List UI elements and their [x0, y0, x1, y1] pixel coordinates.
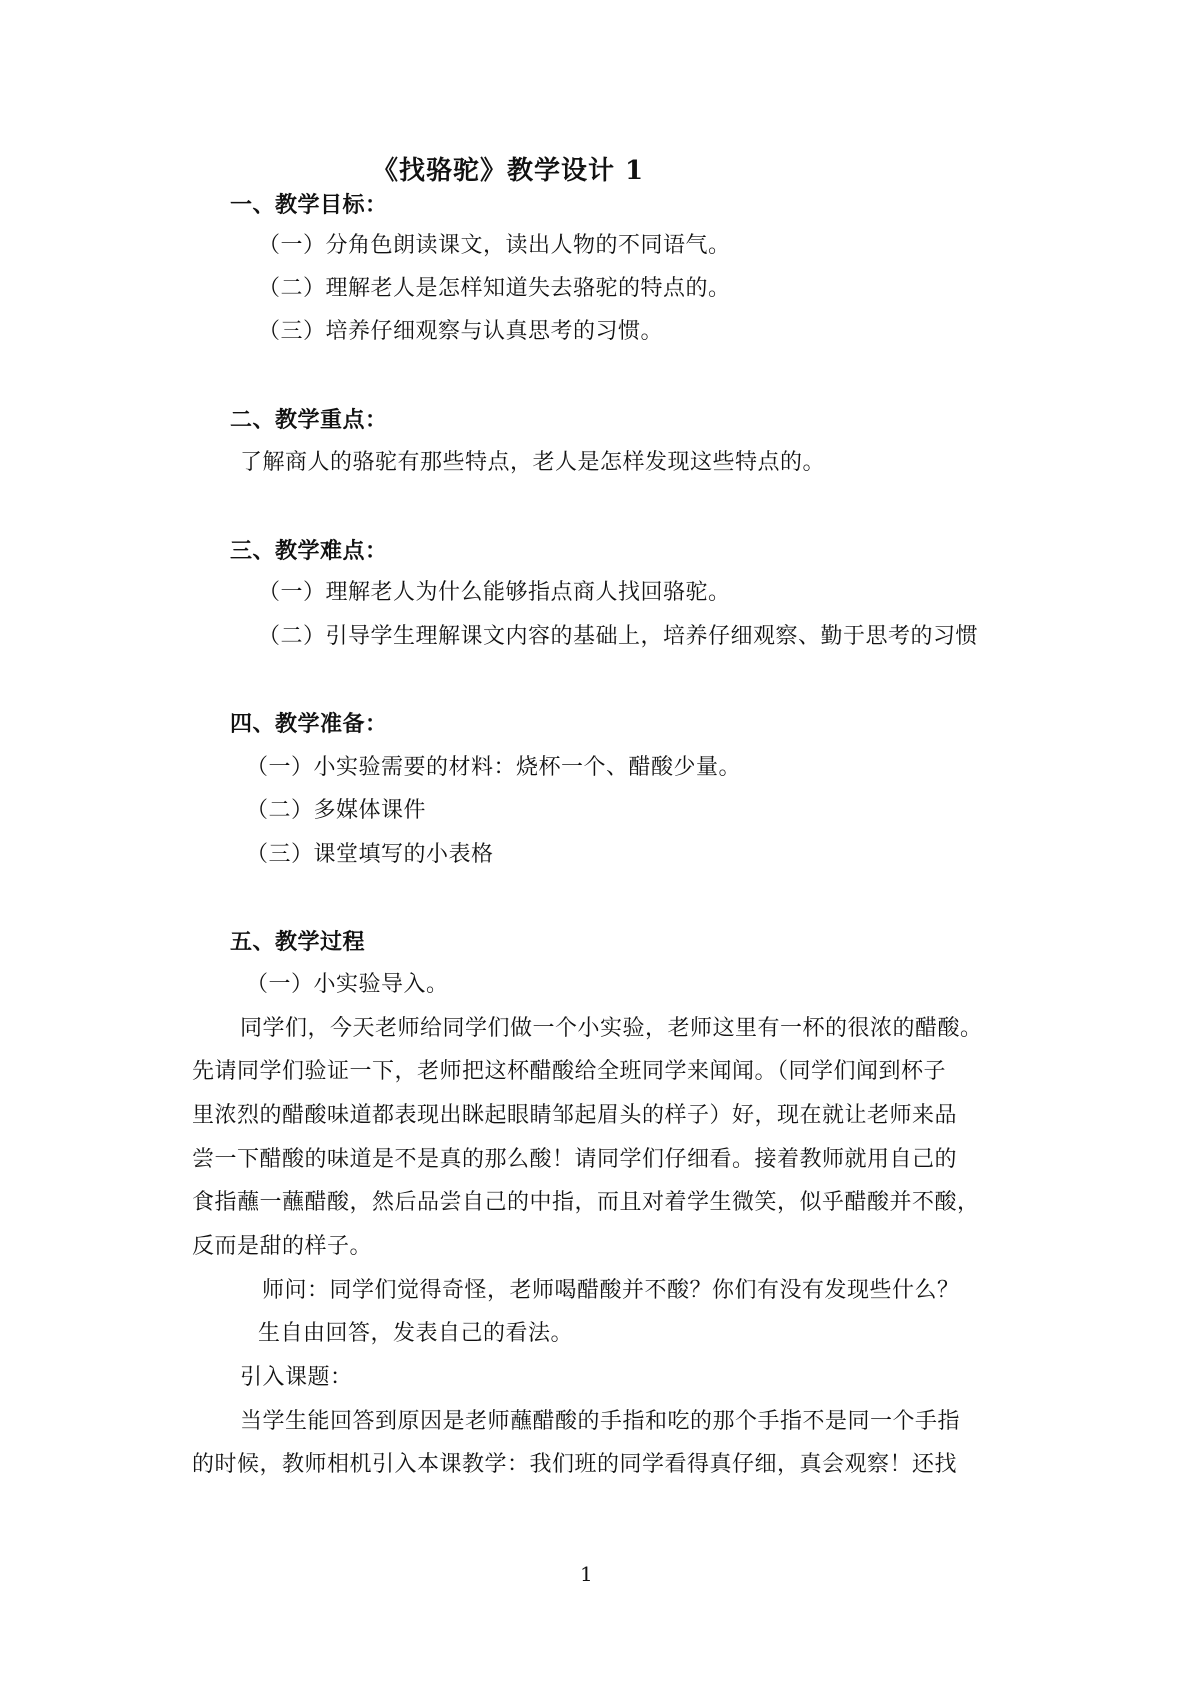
process-paragraph-line: 先请同学们验证一下，老师把这杯醋酸给全班同学来闻闻。（同学们闻到杯子	[192, 1059, 947, 1084]
page-number: 1	[580, 1562, 593, 1586]
preparation-item: （一）小实验需要的材料：烧杯一个、醋酸少量。	[246, 755, 742, 780]
process-paragraph-line: 里浓烈的醋酸味道都表现出眯起眼睛邹起眉头的样子）好，现在就让老师来品	[192, 1103, 958, 1128]
process-paragraph-line: 反而是甜的样子。	[192, 1234, 373, 1259]
teacher-question: 师问：同学们觉得奇怪，老师喝醋酸并不酸？你们有没有发现些什么？	[262, 1278, 960, 1303]
objective-item: （一）分角色朗读课文，读出人物的不同语气。	[258, 233, 731, 258]
objective-item: （三）培养仔细观察与认真思考的习惯。	[258, 319, 664, 344]
difficulty-item: （二）引导学生理解课文内容的基础上，培养仔细观察、勤于思考的习惯	[258, 624, 979, 649]
section-heading-preparation: 四、教学准备：	[230, 711, 388, 737]
process-subheading: （一）小实验导入。	[246, 972, 449, 997]
section-heading-difficulties: 三、教学难点：	[230, 538, 388, 564]
document-title: 《找骆驼》教学设计 1	[372, 156, 645, 186]
key-points-text: 了解商人的骆驼有那些特点，老人是怎样发现这些特点的。	[240, 450, 826, 475]
preparation-item: （二）多媒体课件	[246, 798, 427, 823]
process-paragraph-line: 尝一下醋酸的味道是不是真的那么酸！请同学们仔细看。接着教师就用自己的	[192, 1147, 958, 1172]
process-paragraph-line: 同学们，今天老师给同学们做一个小实验，老师这里有一杯的很浓的醋酸。	[240, 1016, 983, 1041]
difficulty-item: （一）理解老人为什么能够指点商人找回骆驼。	[258, 580, 731, 605]
section-heading-key-points: 二、教学重点：	[230, 407, 388, 433]
section-heading-objectives: 一、教学目标：	[230, 192, 388, 218]
process-paragraph-line: 食指蘸一蘸醋酸，然后品尝自己的中指，而且对着学生微笑，似乎醋酸并不酸，	[192, 1190, 980, 1215]
student-answer: 生自由回答，发表自己的看法。	[258, 1321, 574, 1346]
preparation-item: （三）课堂填写的小表格	[246, 842, 494, 867]
objective-item: （二）理解老人是怎样知道失去骆驼的特点的。	[258, 276, 731, 301]
intro-label: 引入课题：	[240, 1365, 353, 1390]
section-heading-process: 五、教学过程	[230, 929, 366, 955]
closing-line: 的时候，教师相机引入本课教学：我们班的同学看得真仔细，真会观察！还找	[192, 1452, 958, 1477]
closing-line: 当学生能回答到原因是老师蘸醋酸的手指和吃的那个手指不是同一个手指	[240, 1409, 961, 1434]
